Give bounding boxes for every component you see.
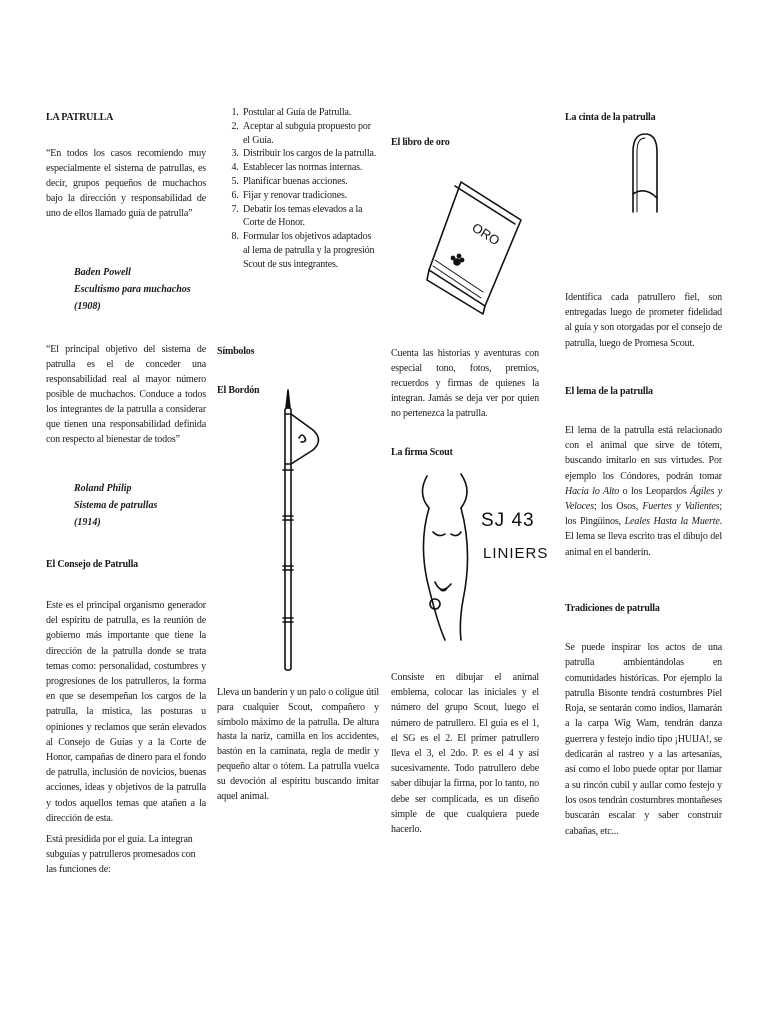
list-item: 7. Debatir los temas elevados a la Corte de Honor. — [241, 203, 379, 231]
tradiciones-text: Se puede inspirar los actos de una patrulla ambientándolas en comunidades históricas. Por ejemplo la patrulla Bisonte tendrá costumbres Piel Roja, se sentarán como indios, llamarán a la carpa Wig Wam, tendrán danza guerrera y festejo indio tipo ¡HUIJA!, se dedicarán al rastreo y a las artesanías, así como el lobo puede optar por llamar a su rincón cubil y aullar como festejo y los osos tendrán costumbres montañeses buscarán escalar y saber construir cabañas, etc... — [565, 642, 722, 837]
quote-year: (1908) — [74, 301, 101, 312]
functions-list — [217, 106, 379, 272]
bordon-text: Lleva un banderín y un palo o coligue útil para cualquier Scout, compañero y símbolo máximo de la patrulla. De altura hasta la nariz, camilla en los accidentes, bastón en la caminata, regla de medir y pequeño altar o tótem. La patrulla vuelca su devoción al espíritu buscando imitar aquel animal. — [217, 687, 379, 802]
consejo-text: Este es el principal organismo generador del espíritu de patrulla, es la reunión de gobierno más importante que tiene la dirección de la patrulla donde se trata temas como: personalidad, costumbres y progresiones de los patrulleros, la forma en que se desempeñan los cargos de la patrulla, la mística, las posturas u opiniones y reclamos que serán elevados al Consejo de Guías y a la Corte de Honor, campañas de dinero para el fondo de patrulla, inclusión de novicios, buenas acciones, ideas y objetivos de la patrulla y todos aquellos temas que atañen a la dirección de esta. — [46, 600, 206, 824]
list-item: 1. Postular al Guía de Patrulla. — [241, 106, 379, 120]
scout-signature-drawing — [417, 472, 549, 642]
quote-baden-powell: “En todos los casos recomiendo muy especialmente el sistema de patrullas, es decir, grupos pequeños de muchachos bajo la dirección y responsabilidad de uno de ellos llamado guía de patrulla” — [46, 148, 206, 219]
section-title-cinta: La cinta de la patrulla — [565, 112, 656, 123]
lema-example: Ágiles y Veloces — [565, 485, 722, 513]
list-item: 3. Distribuir los cargos de la patrulla. — [241, 147, 379, 161]
lema-text-part: El lema de la patrulla está relacionado con el animal que sirve de tótem, buscando imitarlo en sus virtudes. Por ejemplo los Cóndores, podrán tomar — [565, 425, 722, 482]
lema-example: Hacia lo Alto — [565, 485, 620, 497]
section-title-firma-scout: La firma Scout — [391, 447, 453, 458]
lema-example: Fuertes y Valientes — [642, 501, 720, 513]
list-item: 2. Aceptar al subguía propuesto por el Guía. — [241, 120, 379, 148]
list-item: 4. Establecer las normas internas. — [241, 161, 379, 175]
lema-example: Leales Hasta la Muerte — [624, 516, 720, 528]
quote-author: Baden Powell — [74, 267, 131, 278]
list-item: 6. Fijar y renovar tradiciones. — [241, 189, 379, 203]
section-title-la-patrulla: LA PATRULLA — [46, 112, 114, 123]
cinta-text: Identifica cada patrullero fiel, son entregadas luego de prometer fidelidad al guía y son otorgadas por el consejo de patrulla, luego de Promesa Scout. — [565, 292, 722, 349]
golden-book-drawing — [427, 180, 523, 316]
consejo-text-2: Está presidida por el guía. La integran subguías y patrulleros promesados con las funciones de: — [46, 834, 196, 875]
firma-text: Consiste en dibujar el animal emblema, colocar las iniciales y el número del grupo Scout, luego el número de patrullero. El guía es el 1, el SG es el 2. El primer patrullero lleva el 3, el 2do. P. es el 4 y así sucesivamente. Todo patrullero debe saber dibujar la firma, por lo tanto, no debe ser complicada, es un diseño simple de que cualquiera puede hacerlo. — [391, 672, 539, 836]
lema-text-part: ; los Pingüinos, — [565, 501, 722, 528]
section-title-tradiciones: Tradiciones de patrulla — [565, 603, 660, 614]
section-title-lema: El lema de la patrulla — [565, 386, 653, 397]
book-label: ORO — [469, 219, 503, 249]
bordon-staff-drawing — [277, 388, 327, 670]
libro-text: Cuenta las historias y aventuras con especial tono, fotos, premios, recuerdos y firmas de quienes la integran. Jamás se deja ver por quien no pertenezca la patrulla. — [391, 348, 539, 419]
signature-group: LINIERS — [483, 545, 549, 562]
quote-year: (1914) — [74, 517, 101, 528]
quote-roland-philip: “El principal objetivo del sistema de patrulla es el de conceder una responsabilidad real al mayor número posible de muchachos. Conduce a todos los integrantes de la patrulla a considerar que tienen una responsabilidad definida con respecto al bienestar de todos” — [46, 344, 206, 445]
list-item: 8. Formular los objetivos adaptados al lema de patrulla y la progresión Scout de sus integrantes. — [241, 230, 379, 271]
lema-text-part: o los Leopardos — [619, 485, 691, 497]
lema-text-part: ; los Osos, — [593, 501, 643, 513]
section-title-bordon: El Bordón — [217, 385, 260, 396]
section-title-consejo: El Consejo de Patrulla — [46, 559, 138, 570]
section-title-simbolos: Símbolos — [217, 346, 255, 357]
section-title-libro-de-oro: El libro de oro — [391, 137, 450, 148]
patrol-ribbon-drawing — [629, 130, 661, 214]
lema-text-part: . El lema se lleva escrito tras el dibujo del animal en el banderín. — [565, 516, 722, 558]
lema-text — [565, 423, 722, 560]
quote-book: Sistema de patrullas — [74, 500, 158, 511]
signature-initials: SJ 43 — [481, 510, 535, 531]
list-item: 5. Planificar buenas acciones. — [241, 175, 379, 189]
quote-book: Escultismo para muchachos — [74, 284, 191, 295]
quote-author: Roland Philip — [74, 483, 132, 494]
